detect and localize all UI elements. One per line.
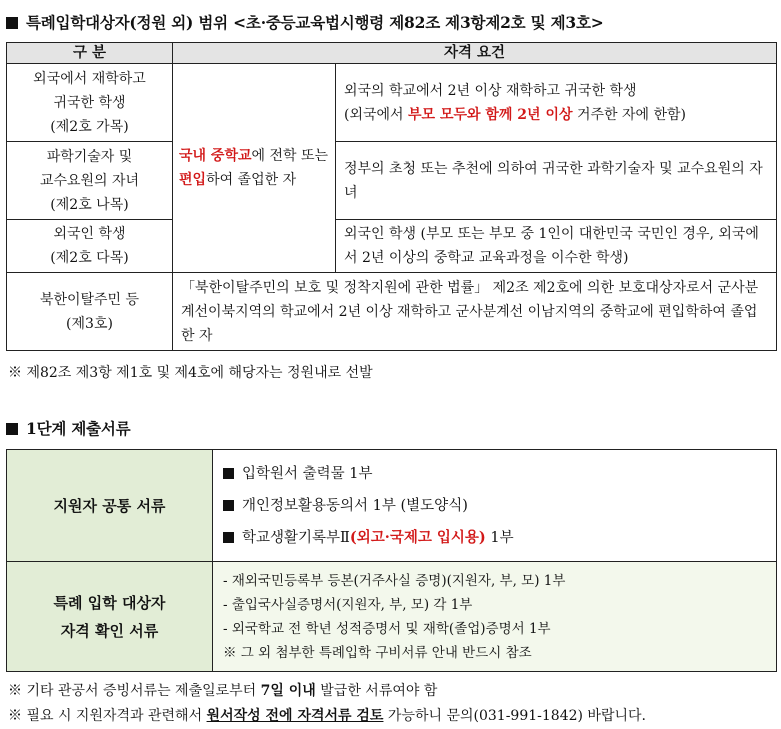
list-item: ※ 그 외 첨부한 특례입학 구비서류 안내 반드시 참조 [223, 644, 532, 661]
doc-item-text: 입학원서 출력물 1부 [242, 465, 373, 482]
square-bullet-icon [6, 423, 18, 435]
row1-category-line: (제2호 가목) [50, 118, 129, 135]
inquiry-note [8, 705, 646, 725]
row2-qualification: 정부의 초청 또는 추천에 의하여 귀국한 과학기술자 및 교수요원의 자녀 [336, 142, 777, 220]
row3-category [7, 220, 173, 273]
documents-table [6, 449, 777, 672]
note-emphasis: 7일 이내 [260, 683, 316, 699]
transfer-condition [173, 64, 336, 273]
row4-qualification: 「북한이탈주민의 보호 및 정착지원에 관한 법률」 제2조 제2호에 의한 보호대상자로서 군사분계선이북지역의 학교에서 2년 이상 재학하고 군사분계선 이남지역의 중학교에 편입학하여 졸업한 자 [173, 273, 777, 351]
note-text: ※ 기타 관공서 증빙서류는 제출일로부터 [8, 683, 261, 699]
list-item [223, 458, 766, 490]
row4-category [7, 273, 173, 351]
note-text: 가능하니 문의(031-991-1842) 바랍니다. [383, 708, 646, 724]
row1-qualification [336, 64, 777, 142]
quota-note: ※ 제82조 제3항 제1호 및 제4호에 해당자는 정원내로 선발 [8, 365, 373, 381]
list-item [223, 522, 766, 554]
square-bullet-icon [223, 532, 234, 543]
condition-text: 하여 졸업한 자 [206, 172, 297, 188]
special-label-line: 특례 입학 대상자 [53, 593, 166, 612]
list-item: - 재외국민등록부 등본(거주사실 증명)(지원자, 부, 모) 1부 [223, 572, 566, 589]
header-category: 구 분 [7, 43, 173, 64]
note-emphasis: 원서작성 전에 자격서류 검토 [206, 708, 384, 724]
table-row [7, 450, 777, 562]
condition-highlight: 편입 [179, 172, 207, 188]
eligibility-header-row [7, 43, 777, 64]
row4-category-line: 북한이탈주민 등 [39, 291, 140, 308]
row1-qual-line: 외국의 학교에서 2년 이상 재학하고 귀국한 학생 [344, 82, 637, 99]
special-docs-list [213, 562, 777, 672]
section1-title-text: 특례입학대상자(정원 외) 범위 <초·중등교육법시행령 제82조 제3항제2호 및 제3호> [26, 13, 604, 32]
qual-highlight: 부모 모두와 함께 2년 이상 [408, 106, 573, 123]
row1-category-line: 귀국한 학생 [53, 94, 126, 111]
row3-category-line: (제2호 다목) [50, 250, 129, 266]
row2-category-line: (제2호 나목) [50, 196, 129, 213]
doc-item-text: 학교생활기록부Ⅱ [242, 529, 350, 546]
section2-title [6, 417, 130, 439]
square-bullet-icon [223, 468, 234, 479]
row2-category-line: 교수요원의 자녀 [39, 172, 140, 189]
row3-qualification: 외국인 학생 (부모 또는 부모 중 1인이 대한민국 국민인 경우, 외국에서 2년 이상의 중학교 교육과정을 이수한 학생) [336, 220, 777, 273]
square-bullet-icon [223, 500, 234, 511]
validity-note [8, 680, 437, 700]
section2-title-text: 1단계 제출서류 [26, 419, 131, 438]
list-item: - 외국학교 전 학년 성적증명서 및 재학(졸업)증명서 1부 [223, 620, 551, 637]
list-item [223, 490, 766, 522]
doc-item-text: 1부 [485, 529, 514, 546]
special-docs-label [7, 562, 213, 672]
row4-category-line: (제3호) [66, 315, 113, 332]
common-docs-list [213, 450, 777, 562]
table-row [7, 273, 777, 351]
header-qualification: 자격 요건 [173, 43, 777, 64]
row1-category [7, 64, 173, 142]
list-item: - 출입국사실증명서(지원자, 부, 모) 각 1부 [223, 596, 473, 613]
table-row [7, 64, 777, 142]
row1-qual-line [344, 103, 768, 127]
row2-category [7, 142, 173, 220]
qual-text: 거주한 자에 한함) [572, 106, 686, 123]
common-docs-label: 지원자 공통 서류 [7, 450, 213, 562]
table-row [7, 142, 777, 220]
table-row [7, 220, 777, 273]
condition-highlight: 국내 중학교 [179, 148, 252, 164]
square-bullet-icon [6, 17, 18, 29]
table-row [7, 562, 777, 672]
eligibility-table [6, 42, 777, 351]
special-label-line: 자격 확인 서류 [60, 621, 159, 640]
doc-item-highlight: (외고·국제고 입시용) [349, 528, 486, 546]
row1-category-line: 외국에서 재학하고 [33, 70, 146, 87]
note-text: 발급한 서류여야 함 [315, 683, 438, 699]
row2-category-line: 파학기술자 및 [46, 148, 133, 165]
qual-text: (외국에서 [344, 106, 409, 123]
row3-category-line: 외국인 학생 [53, 226, 126, 242]
condition-text: 에 전학 또는 [251, 148, 329, 164]
section1-title [6, 11, 604, 33]
doc-item-text: 개인정보활용동의서 1부 (별도양식) [242, 497, 468, 514]
note-text: ※ 필요 시 지원자격과 관련해서 [8, 708, 207, 724]
